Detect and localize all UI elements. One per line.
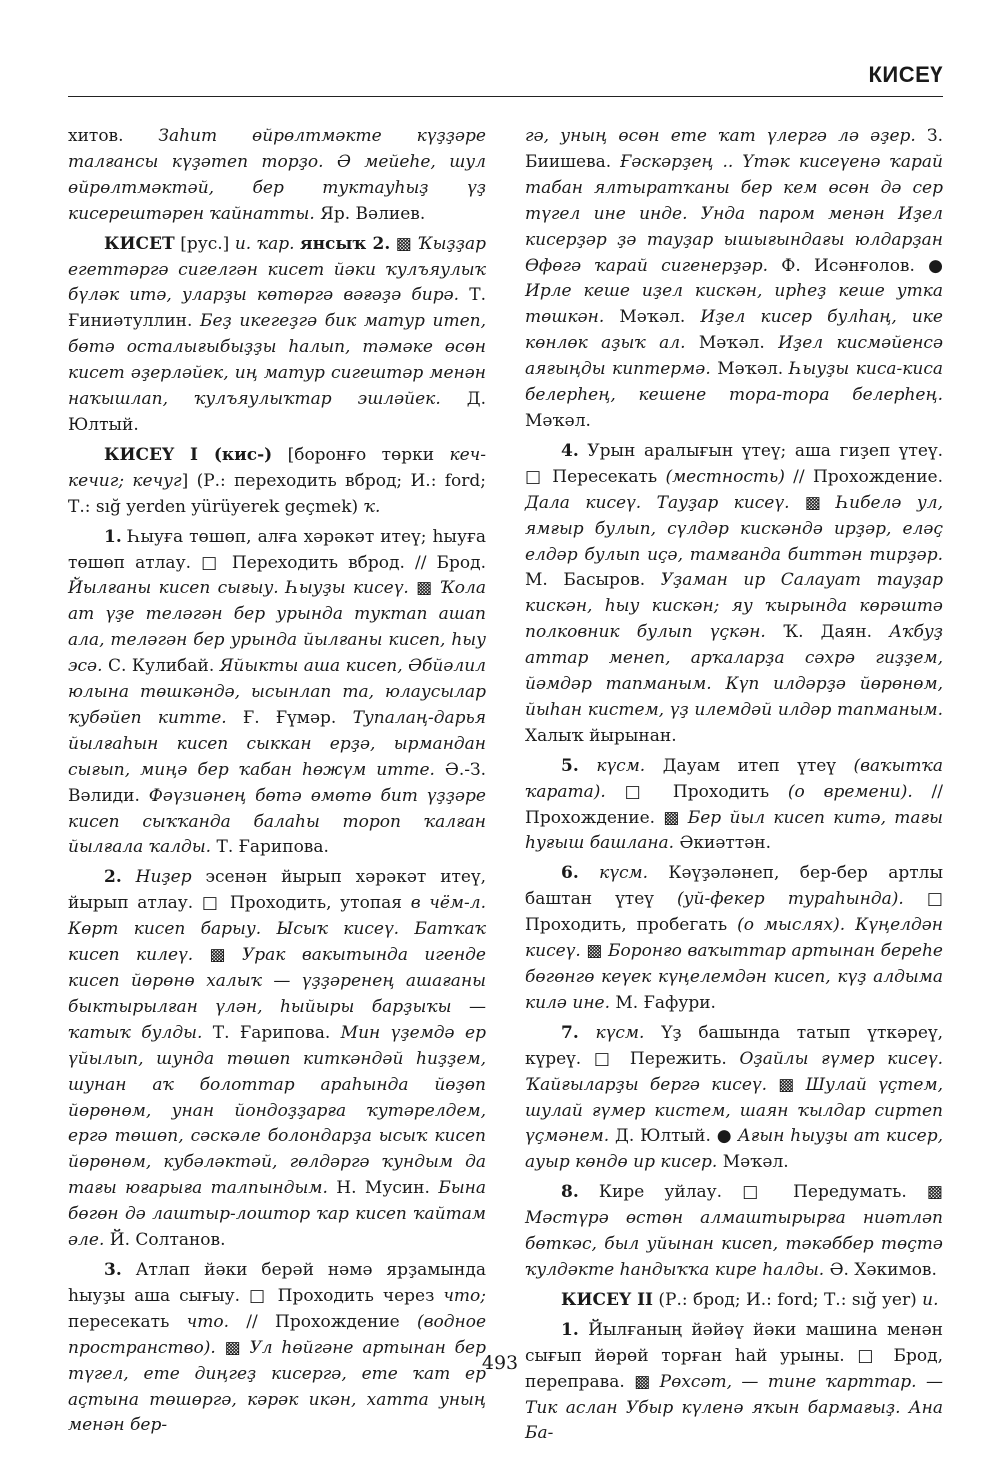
sense-3: 3. Атлап йәки берәй нәмә ярҙамында һыуҙы аша сығыу. □ Проходить через что; пересекать что. // Прохождение (водное пространство). ▩ Ул һөйгәне артынан бер түгел, ете диңгеҙ кисергә, ете ҡат ер аҫтына төшөргә, кәрәк икән, хатта уның менән бер- xyxy=(68,1259,486,1436)
running-head: КИСЕҮ xyxy=(868,62,943,87)
kiseu-2-sense-1: 1. Йылғаның йәйәү йәки машина менән сығып йөрөй торған һай урыны. □ Брод, переправа. ▩ Рөхсәт, — тине ҡарттар. — Тик аслан Убыр күленә яҡын бармағыҙ. Ана Ба- xyxy=(525,1319,943,1444)
page-number: 493 xyxy=(481,1352,519,1374)
entry-kiset: КИСЕТ [рус.] и. ҡар. янсыҡ 2. ▩ Ҡыҙҙар егеттәргә сигелгән кисет йәки ҡулъяулыҡ бүләк итә, уларҙы көтөргә вәғәҙә бирә. Т. Ғиниәтуллин. Беҙ икегеҙгә бик матур итеп, бөтә осталығыбыҙҙы һалып, тәмәке өсөн кисет әҙерләйек, иң матур сигештәр менән наҡышлап, ҡулъяулыҡтар эшләйек. Д. Юлтый. xyxy=(68,233,486,435)
entry-kiseu-1-head: КИСЕҮ I (кис-) [боронғо төрки кеч- кечиг; кечуг] (Р.: переходить вброд; И.: ford; Т.: sığ yerden yürüyerek geçmek) ҡ. xyxy=(68,444,487,517)
entry-paragraph: хитов. Заһит өйрөлтмәкте күҙҙәре талғансы күҙәтеп торҙо. Ә мейеһе, шул өйрөлтмәктәй, бер туктауһыҙ үҙ кисерештәрен ҡайнатты. Яр. Вәлиев. xyxy=(68,126,486,224)
sense-7: 7. күсм. Үҙ башында татып үткәреү, күреү. □ Пережить. Оҙайлы ғүмер кисеү. Ҡайғыларҙы бергә кисеү. ▩ Шулай үҫтем, шулай ғүмер кистем, шаян ҡылдар сиртеп үҫмәнем. Д. Юлтый. ● Ағын һыуҙы ат кисер, ауыр көндө ир кисер. Мәҡәл. xyxy=(525,1022,943,1173)
sense-2: 2. Ниҙер эсенән йырып хәрәкәт итеү, йырып атлау. □ Проходить, утопая в чём-л. Көрт кисеп барыу. Ысыҡ кисеү. Батҡаҡ кисеп килеү. ▩ Урак вакытында игенде кисеп йөрөнө халыҡ — үҙҙәренең ашағаны быктырылған үлән, һыйыры барҙыҡы — ҡатыҡ булды. Т. Ғарипова. Мин үҙемдә ер үйылып, шунда төшөп киткәндәй һиҙҙем, шунан аҡ болоттар араһында йөҙөп йөрөнөм, унан йондоҙҙарға ҡутәрелдем, ергә төшөп, сәскәле болондарҙа ысыҡ кисеп йөрөнөм, кубәләктәй, гөлдәргә ҡундым да тағы юғарыға талпындым. Н. Мусин. Бына бөгөн дә лаштыр-лоштор ҡар кисеп ҡайтам әле. Й. Солтанов. xyxy=(68,867,487,1251)
sense-4: 4. Урын аралығын үтеү; аша гиҙеп үтеү. □ Пересекать (местность) // Прохождение. Дала кисеү. Тауҙар кисеү. ▩ Һибелә ул, ямғыр булып, сүлдәр кискәндә ирҙәр, еләҫ елдәр булып иҫә, тамғанда биттән тирҙәр. М. Басыров. Уҙаман ир Салауат тауҙар кискән, һыу кискән; яу ҡырында көрәштә полковник булып үҫкән. Ҡ. Даян. Аҡбуҙ аттар менеп, арҡаларҙа сәхрә гиҙҙем, йәмдәр тапманым. Күп илдәрҙә йөрөнөм, йыһан кистем, үҙ илемдәй илдәр тапманым. Халыҡ йырынан. xyxy=(525,440,943,746)
sense-3-continued: гә, уның өсөн ете ҡат үлергә лә әҙер. З. Биишева. Ғәскәрҙең .. Үтәк кисеүенә ҡарай табан ялтыратҡаны бер кем өсөн дә сер түгел ине инде. Унда паром менән Иҙел кисерҙәр ҙә тауҙар ышығындағы юлдарҙан Өфөгә ҡарай сигенерҙәр. Ф. Исәнғолов. ● Ирле кеше иҙел кискән, ирһеҙ кеше утка төшкән. Мәҡәл. Иҙел кисер булһаң, ике көнлөк аҙыҡ ал. Мәҡәл. Иҙел кисмәйенсә аяғыңды киптермә. Мәҡәл. Һыуҙы киса-киса белерһең, кешене тора-тора белерһең. Мәҡәл. xyxy=(525,126,944,431)
right-column xyxy=(525,124,943,1447)
sense-8: 8. Кире уйлау. □ Передумать. ▩ Мәстүрә өстөн алмаштырырға ниәтләп бөткәс, был уйынан кисеп, тәкәббер төҫтә ҡулдәкте һандыҡҡа кире һалды. Ә. Хәкимов. xyxy=(525,1182,943,1280)
page-header xyxy=(68,58,943,97)
sense-6: 6. күсм. Кәүҙәләнеп, бер-бер артлы баштан үтеү (уй-фекер тураһында). □ Проходить, пробегать (о мыслях). Күңелдән кисеү. ▩ Боронғо ваҡыттар артынан береһе бөгөнгө кеүек күңелемдән кисеп, күҙ алдыма килә ине. М. Ғафури. xyxy=(525,863,943,1013)
sense-5: 5. күсм. Дауам итеп үтеү (ваҡытҡа ҡарата). □ Проходить (о времени). // Прохождение. ▩ Бер йыл кисеп китә, тағы һуғыш башлана. Әкиәттән. xyxy=(525,755,944,854)
left-column xyxy=(68,124,486,1439)
sense-1: 1. Һыуға төшөп, алға хәрәкәт итеү; һыуға төшөп атлау. □ Переходить вброд. // Брод. Йылғаны кисеп сығыу. Һыуҙы кисеү. ▩ Ҡола ат үҙе теләгән бер урында туктап ашап ала, теләгән бер урында йылғаны кисеп, һыу эсә. С. Кулибай. Яйыкты аша кисеп, Әбйәлил юлына төшкәндә, ысынлап та, юлаусылар ҡубәйеп китте. Ғ. Ғүмәр. Тупалаң-дарья йылғаһын кисеп сыккан ерҙә, ырмандан сығып, миңә бер ҡабан һөжүм итте. Ә.-З. Вәлиди. Фәүзиәнең бөтә өмөтө бит үҙҙәре кисеп сыҡҡанда балаһы тороп ҡалған йылғала ҡалды. Т. Ғарипова. xyxy=(68,526,486,858)
entry-kiseu-2-head: КИСЕҮ II (Р.: брод; И.: ford; Т.: sığ yer) и. xyxy=(561,1289,939,1310)
